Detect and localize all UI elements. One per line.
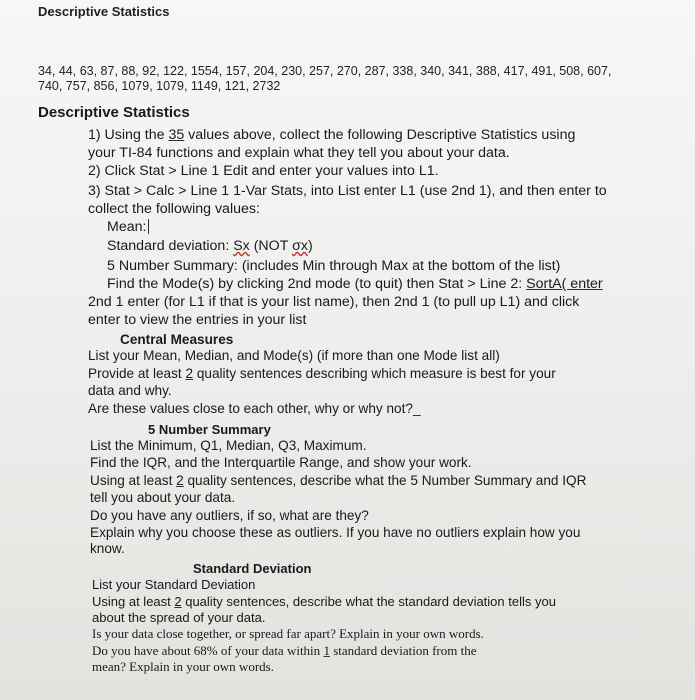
instruction-3: 3) Stat > Calc > Line 1 1-Var Stats, into List enter L1 (use 2nd 1), and then enter to	[88, 183, 607, 199]
std-dev-q2: Using at least 2 quality sentences, describe what the standard deviation tells you	[92, 594, 556, 609]
mode-line: Find the Mode(s) by clicking 2nd mode (to quit) then Stat > Line 2: SortA( enter	[107, 276, 603, 292]
mean-field[interactable]: Mean:	[107, 219, 149, 235]
std-dev-line: Standard deviation: Sx (NOT σx)	[107, 238, 313, 254]
std-dev-q2-cont: about the spread of your data.	[92, 610, 266, 625]
mode-line-cont-1: 2nd 1 enter (for L1 if that is your list name), then 2nd 1 (to pull up L1) and click	[88, 294, 580, 310]
data-values-line-1: 34, 44, 63, 87, 88, 92, 122, 1554, 157, 204, 230, 257, 270, 287, 338, 340, 341, 388, 417, 491, 508, 607,	[38, 64, 612, 78]
five-number-q5: Explain why you choose these as outliers. If you have no outliers explain how you	[90, 525, 581, 540]
five-number-q4: Do you have any outliers, if so, what are they?	[90, 508, 369, 523]
central-q2: Provide at least 2 quality sentences describing which measure is best for your	[88, 366, 556, 381]
mode-line-cont-2: enter to view the entries in your list	[88, 312, 307, 328]
instruction-1-cont: your TI-84 functions and explain what they tell you about your data.	[88, 145, 510, 161]
std-dev-heading: Standard Deviation	[193, 561, 312, 576]
instruction-1: 1) Using the 35 values above, collect the following Descriptive Statistics using	[88, 127, 576, 143]
five-number-q3: Using at least 2 quality sentences, describe what the 5 Number Summary and IQR	[90, 473, 587, 488]
five-number-q2: Find the IQR, and the Interquartile Range, and show your work.	[90, 455, 472, 470]
std-dev-q1: List your Standard Deviation	[92, 577, 256, 592]
instruction-3-cont: collect the following values:	[88, 201, 260, 217]
std-dev-q3: Is your data close together, or spread far apart? Explain in your own words.	[92, 626, 484, 641]
section-title: Descriptive Statistics	[38, 104, 190, 121]
data-values-line-2: 740, 757, 856, 1079, 1079, 1149, 121, 2732	[38, 79, 281, 93]
instruction-2: 2) Click Stat > Line 1 Edit and enter your values into L1.	[88, 163, 439, 179]
central-q2-cont: data and why.	[88, 383, 172, 398]
std-dev-q4: Do you have about 68% of your data within 1 standard deviation from the	[92, 643, 477, 658]
std-dev-q4-cont: mean? Explain in your own words.	[92, 659, 274, 674]
five-number-q1: List the Minimum, Q1, Median, Q3, Maximum.	[90, 438, 367, 453]
five-number-q5-cont: know.	[90, 541, 125, 556]
central-q1: List your Mean, Median, and Mode(s) (if more than one Mode list all)	[88, 348, 500, 363]
five-number-q3-cont: tell you about your data.	[90, 490, 236, 505]
central-q3: Are these values close to each other, why or why not?_	[88, 401, 421, 416]
page-header-title: Descriptive Statistics	[38, 4, 170, 19]
central-measures-heading: Central Measures	[120, 332, 234, 347]
five-number-heading: 5 Number Summary	[148, 422, 271, 437]
five-number-line: 5 Number Summary: (includes Min through Max at the bottom of the list)	[107, 258, 561, 274]
text-cursor	[148, 219, 149, 234]
